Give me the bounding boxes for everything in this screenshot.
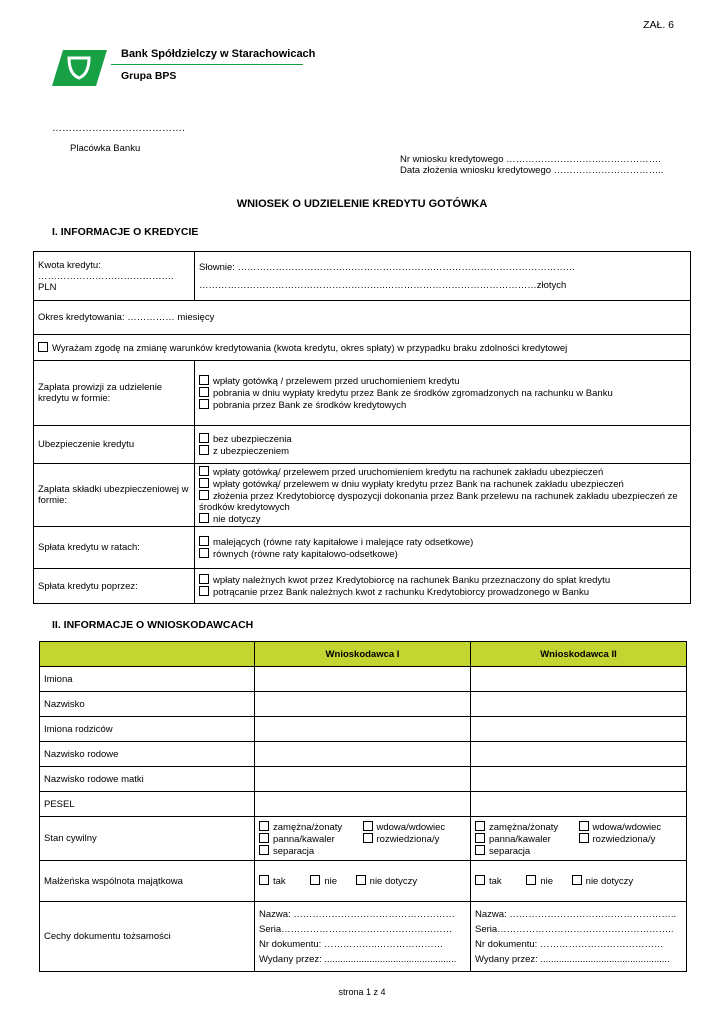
applicant-2-mother-maiden-name[interactable] xyxy=(471,767,687,792)
row-label: Imiona rodziców xyxy=(40,717,255,742)
checkbox-icon[interactable] xyxy=(579,833,589,843)
applicant-2-pesel[interactable] xyxy=(471,792,687,817)
checkbox-icon[interactable] xyxy=(310,875,320,885)
applicant-2-first-names[interactable] xyxy=(471,667,687,692)
applicant-1-mother-maiden-name[interactable] xyxy=(255,767,471,792)
row-label: Cechy dokumentu tożsamości xyxy=(40,902,255,972)
branch-label: Placówka Banku xyxy=(70,143,141,154)
applicant-2-header: Wnioskodawca II xyxy=(471,642,687,667)
checkbox-icon[interactable] xyxy=(199,513,209,523)
amount-words-field[interactable]: Słownie: …………………………….……………………….……………………………………… …………………………………………………..…………………………………………złotych xyxy=(195,252,691,301)
row-label: Nazwisko xyxy=(40,692,255,717)
checkbox-icon[interactable] xyxy=(259,833,269,843)
attachment-number: ZAŁ. 6 xyxy=(643,19,674,31)
applicant-1-header: Wnioskodawca I xyxy=(255,642,471,667)
period-field[interactable]: Okres kredytowania: …………… miesięcy xyxy=(34,301,691,335)
applicant-1-parents-names[interactable] xyxy=(255,717,471,742)
applicant-1-first-names[interactable] xyxy=(255,667,471,692)
checkbox-icon[interactable] xyxy=(199,433,209,443)
checkbox-icon[interactable] xyxy=(199,466,209,476)
applicant-1-pesel[interactable] xyxy=(255,792,471,817)
branch-field[interactable]: …………………………………. xyxy=(52,123,185,134)
repayment-options: wpłaty należnych kwot przez Kredytobiorcę na rachunek Banku przeznaczony do spłat kredytu potrącanie przez Bank należnych kwot z rachunku Kredytobiorcy prowadzonego w Banku xyxy=(195,569,691,604)
checkbox-icon[interactable] xyxy=(356,875,366,885)
installments-options: malejących (równe raty kapitałowe i malejące raty odsetkowe) równych (równe raty kapitałowo-odsetkowe) xyxy=(195,527,691,569)
checkbox-icon[interactable] xyxy=(199,536,209,546)
bank-logo xyxy=(52,50,107,86)
commission-options: wpłaty gotówką / przelewem przed uruchomieniem kredytu pobrania w dniu wypłaty kredytu przez Bank ze środków zgromadzonych na rachunku w Banku pobrania przez Bank ze środków kredytowych xyxy=(195,361,691,426)
checkbox-icon[interactable] xyxy=(259,845,269,855)
checkbox-icon[interactable] xyxy=(526,875,536,885)
applicant-1-id-document[interactable]: Nazwa: …………………………………………… Seria……………………………………………… Nr dokumentu: ……………..………………… Wydany przez: .................................................. xyxy=(255,902,471,972)
checkbox-icon[interactable] xyxy=(199,490,209,500)
checkbox-icon[interactable] xyxy=(259,875,269,885)
checkbox-icon[interactable] xyxy=(475,845,485,855)
applicant-1-maiden-name[interactable] xyxy=(255,742,471,767)
insurance-options: bez ubezpieczenia z ubezpieczeniem xyxy=(195,426,691,464)
credit-info-table xyxy=(33,251,691,604)
checkbox-icon[interactable] xyxy=(199,548,209,558)
section-2-heading: II. INFORMACJE O WNIOSKODAWCACH xyxy=(52,619,254,631)
header-divider xyxy=(111,64,303,65)
row-label: Nazwisko rodowe matki xyxy=(40,767,255,792)
installments-label: Spłata kredytu w ratach: xyxy=(34,527,195,569)
checkbox-icon[interactable] xyxy=(475,833,485,843)
amount-field[interactable]: Kwota kredytu: ……………………………………. PLN xyxy=(34,252,195,301)
row-label: Małżeńska wspólnota majątkowa xyxy=(40,861,255,902)
applicant-2-maiden-name[interactable] xyxy=(471,742,687,767)
row-label: Nazwisko rodowe xyxy=(40,742,255,767)
application-date[interactable]: Data złożenia wniosku kredytowego …………………………….. xyxy=(400,165,664,176)
checkbox-icon[interactable] xyxy=(199,375,209,385)
page-number: strona 1 z 4 xyxy=(338,987,386,997)
row-label: PESEL xyxy=(40,792,255,817)
applicant-2-id-document[interactable]: Nazwa: …………………………………………….. Seria……………………………………………….. Nr dokumentu: ………………………………… Wydany przez: ................................................. xyxy=(471,902,687,972)
applicant-2-parents-names[interactable] xyxy=(471,717,687,742)
commission-label: Zapłata prowizji za udzielenie kredytu w formie: xyxy=(34,361,195,426)
consent-row[interactable]: Wyrażam zgodę na zmianę warunków kredytowania (kwota kredytu, okres spłaty) w przypadku braku zdolności kredytowej xyxy=(34,335,691,361)
checkbox-icon[interactable] xyxy=(579,821,589,831)
checkbox-icon[interactable] xyxy=(475,875,485,885)
header-blank-cell xyxy=(40,642,255,667)
applicant-1-civil-status: zamężna/żonaty wdowa/wdowiec panna/kawaler rozwiedziona/y separacja xyxy=(255,817,471,861)
bank-group: Grupa BPS xyxy=(121,70,177,82)
bank-name: Bank Spółdzielczy w Starachowicach xyxy=(121,48,316,60)
applicant-2-surname[interactable] xyxy=(471,692,687,717)
section-1-heading: I. INFORMACJE O KREDYCIE xyxy=(52,226,199,238)
application-number[interactable]: Nr wniosku kredytowego …………………………………………. xyxy=(400,154,661,165)
checkbox-icon[interactable] xyxy=(199,478,209,488)
document-title: WNIOSEK O UDZIELENIE KREDYTU GOTÓWKA xyxy=(236,198,488,210)
insurance-label: Ubezpieczenie kredytu xyxy=(34,426,195,464)
premium-label: Zapłata składki ubezpieczeniowej w formie: xyxy=(34,464,195,527)
checkbox-icon[interactable] xyxy=(259,821,269,831)
applicants-table xyxy=(39,641,687,972)
applicant-1-joint-property: tak nie nie dotyczy xyxy=(255,861,471,902)
checkbox-icon[interactable] xyxy=(572,875,582,885)
checkbox-icon[interactable] xyxy=(199,399,209,409)
premium-options: wpłaty gotówką/ przelewem przed uruchomieniem kredytu na rachunek zakładu ubezpieczeń wpłaty gotówką/ przelewem w dniu wypłaty kredytu przez Bank na rachunek zakładu ubezpieczeń złożenia przez Kredytobiorcę dyspozycji dokonania przez Bank przelewu na rachunek zakładu ubezpieczeń ze środków kredytowych nie dotyczy xyxy=(195,464,691,527)
row-label: Imiona xyxy=(40,667,255,692)
repayment-label: Spłata kredytu poprzez: xyxy=(34,569,195,604)
applicant-2-civil-status: zamężna/żonaty wdowa/wdowiec panna/kawaler rozwiedziona/y separacja xyxy=(471,817,687,861)
checkbox-icon[interactable] xyxy=(38,342,48,352)
checkbox-icon[interactable] xyxy=(363,833,373,843)
row-label: Stan cywilny xyxy=(40,817,255,861)
checkbox-icon[interactable] xyxy=(199,387,209,397)
applicant-2-joint-property: tak nie nie dotyczy xyxy=(471,861,687,902)
applicant-1-surname[interactable] xyxy=(255,692,471,717)
checkbox-icon[interactable] xyxy=(363,821,373,831)
checkbox-icon[interactable] xyxy=(199,445,209,455)
checkbox-icon[interactable] xyxy=(475,821,485,831)
checkbox-icon[interactable] xyxy=(199,574,209,584)
checkbox-icon[interactable] xyxy=(199,586,209,596)
